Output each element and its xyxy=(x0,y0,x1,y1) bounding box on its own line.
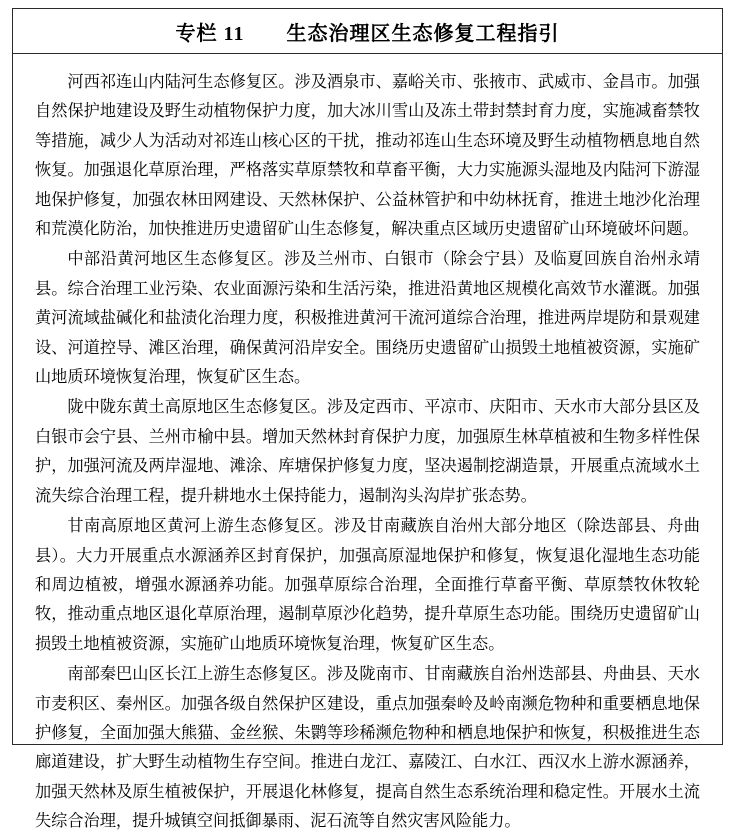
paragraph: 南部秦巴山区长江上游生态修复区。涉及陇南市、甘南藏族自治州迭部县、舟曲县、天水市麦积区、秦州区。加强各级自然保护区建设，重点加强秦岭及岭南濒危物种和重要栖息地保护修复，全面加强大熊猫、金丝猴、朱鹮等珍稀濒危物种和栖息地保护和恢复，积极推进生态廊道建设，扩大野生动植物生存空间。推进白龙江、嘉陵江、白水江、西汉水上游水源涵养，加强天然林及原生植被保护，开展退化林修复，提高自然生态系统治理和稳定性。开展水土流失综合治理，提升城镇空间抵御暴雨、泥石流等自然灾害风险能力。 xyxy=(35,665,700,831)
title-area xyxy=(13,9,722,53)
content-frame xyxy=(12,8,723,831)
page-title: 专栏 11 生态治理区生态修复工程指引 xyxy=(175,22,560,45)
paragraph: 中部沿黄河地区生态修复区。涉及兰州市、白银市（除会宁县）及临夏回族自治州永靖县。综合治理工业污染、农业面源污染和生活污染，推进沿黄地区规模化高效节水灌溉。加强黄河流域盐碱化和盐渍化治理力度，积极推进黄河干流河道综合治理，推进两岸堤防和景观建设、河道控导、滩区治理，确保黄河沿岸安全。围绕历史遗留矿山损毁土地植被资源，实施矿山地质环境恢复治理，恢复矿区生态。 xyxy=(35,250,700,387)
paragraph: 河西祁连山内陆河生态修复区。涉及酒泉市、嘉峪关市、张掖市、武威市、金昌市。加强自然保护地建设及野生动植物保护力度，加大冰川雪山及冻土带封禁封育力度，实施减畜禁牧等措施，减少人为活动对祁连山核心区的干扰，推动祁连山生态环境及野生动植物栖息地自然恢复。加强退化草原治理，严格落实草原禁牧和草畜平衡，大力实施源头湿地及内陆河下游湿地保护修复，加强农林田网建设、天然林保护、公益林管护和中幼林抚育，推进土地沙化治理和荒漠化防治，加快推进历史遗留矿山生态修复，解决重点区域历史遗留矿山环境破坏问题。 xyxy=(35,73,700,239)
body-text xyxy=(13,54,722,831)
paragraph: 甘南高原地区黄河上游生态修复区。涉及甘南藏族自治州大部分地区（除迭部县、舟曲县）。大力开展重点水源涵养区封育保护，加强高原湿地保护和修复，恢复退化湿地生态功能和周边植被，增强水源涵养功能。加强草原综合治理，全面推行草畜平衡、草原禁牧休牧轮牧，推动重点地区退化草原治理，遏制草原沙化趋势，提升草原生态功能。围绕历史遗留矿山损毁土地植被资源，实施矿山地质环境恢复治理，恢复矿区生态。 xyxy=(35,517,700,653)
paragraph: 陇中陇东黄土高原地区生态修复区。涉及定西市、平凉市、庆阳市、天水市大部分县区及白银市会宁县、兰州市榆中县。增加天然林封育保护力度，加强原生林草植被和生物多样性保护，加强河流及两岸湿地、滩涂、库塘保护修复力度，坚决遏制挖湖造景，开展重点流域水土流失综合治理工程，提升耕地水土保持能力，遏制沟头沟岸扩张态势。 xyxy=(35,398,700,505)
